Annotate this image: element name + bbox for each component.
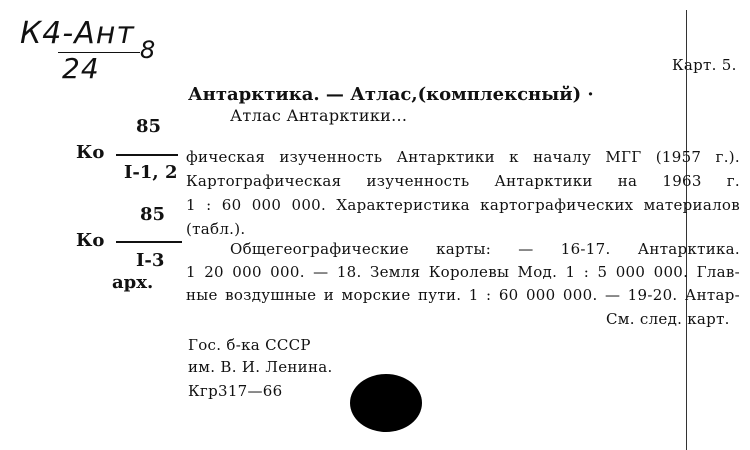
handwritten-code: К4-Ант	[20, 16, 135, 51]
handwritten-number: 24	[62, 52, 100, 85]
handwritten-suffix: 8	[140, 36, 157, 64]
body-line-5: Общегеографические карты: — 16-17. Антарктика.	[230, 240, 740, 258]
shelfmark-1-bottom: I-1, 2	[124, 162, 178, 183]
body-line-7: ные воздушные и морские пути. 1 : 60 000 000. — 19-20. Антар-	[186, 286, 740, 304]
body-line-3: 1 : 60 000 000. Характеристика картографических материалов	[186, 196, 740, 214]
entry-subtitle: Атлас Антарктики...	[230, 106, 408, 125]
shelfmark-2-line	[116, 241, 182, 243]
card-label: Карт. 5.	[672, 56, 737, 74]
body-line-2: Картографическая изученность Антарктики на 1963 г.	[186, 172, 740, 190]
punch-hole	[348, 372, 424, 434]
body-line-6: 1 20 000 000. — 18. Земля Королевы Мод. 1 : 5 000 000. Глав-	[186, 263, 740, 281]
library-line-3: Кгр317—66	[188, 382, 283, 400]
body-line-1: фическая изученность Антарктики к началу МГГ (1957 г.).	[186, 148, 740, 166]
entry-title: Антарктика. — Атлас,(комплексный) ·	[188, 84, 594, 105]
shelfmark-1-top: 85	[136, 116, 162, 137]
shelfmark-2-bottom: I-3	[136, 250, 165, 271]
shelfmark-1-line	[116, 154, 178, 156]
shelfmark-2-extra: арх.	[112, 272, 154, 293]
shelfmark-2-prefix: Ко	[76, 230, 105, 251]
body-line-4: (табл.).	[186, 220, 246, 238]
scan-line	[686, 10, 687, 450]
library-line-2: им. В. И. Ленина.	[188, 358, 333, 376]
body-line-8: Cм. след. карт.	[606, 310, 730, 328]
shelfmark-2-top: 85	[140, 204, 166, 225]
shelfmark-1-prefix: Ко	[76, 142, 105, 163]
library-line-1: Гос. б-ка СССР	[188, 336, 311, 354]
